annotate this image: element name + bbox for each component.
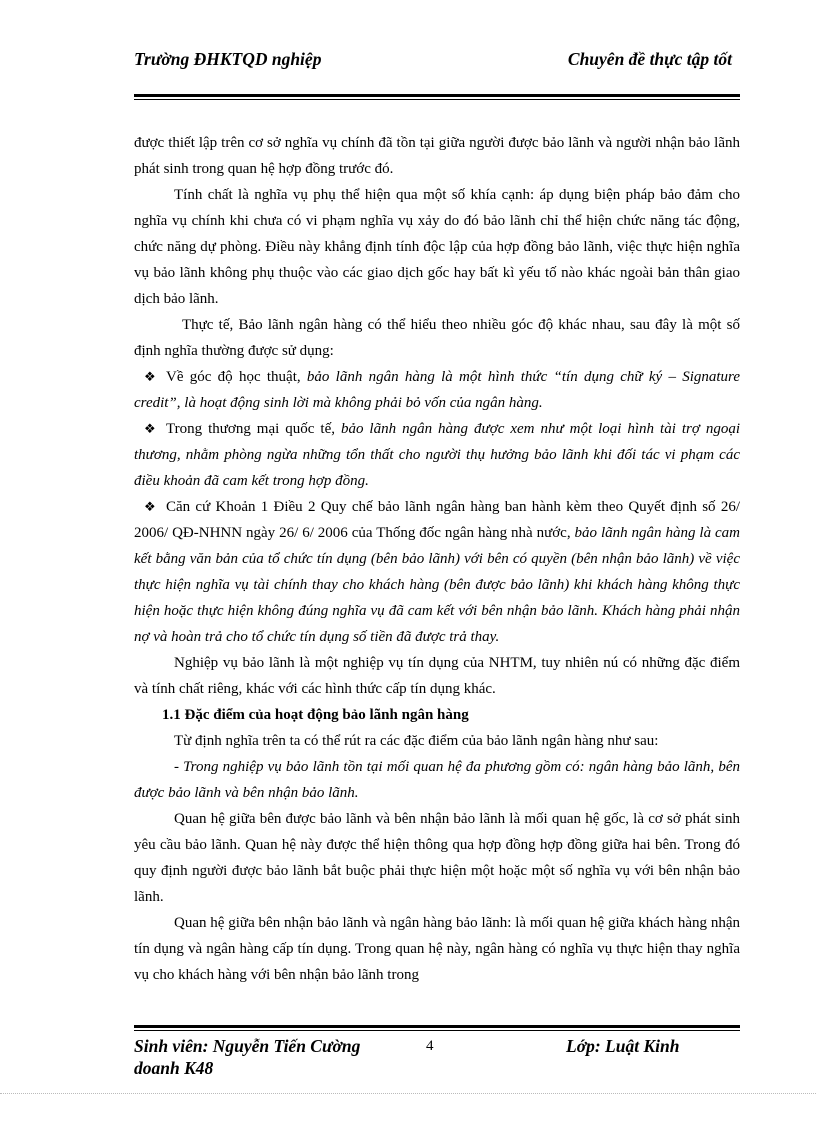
diamond-bullet-icon: ❖ [144,421,156,436]
bullet-1-lead: Về góc độ học thuật, [166,369,307,385]
page-number: 4 [426,1038,434,1054]
page-footer [134,1035,740,1078]
bullet-1 [134,364,740,416]
paragraph-5: Từ định nghĩa trên ta có thể rút ra các đặc điểm của bảo lãnh ngân hàng như sau: [174,733,659,749]
paragraph-3: Thực tế, Bảo lãnh ngân hàng có thể hiểu theo nhiều góc độ khác nhau, sau đây là một số định nghĩa thường được sử dụng: [134,317,740,359]
footer-rule-thick [134,1025,740,1028]
paragraph-4: Nghiệp vụ bảo lãnh là một nghiệp vụ tín dụng của NHTM, tuy nhiên nú có những đặc điểm và tính chất riêng, khác với các hình thức cấp tín dụng khác. [134,655,740,697]
header-right: Chuyên đề thực tập tốt [567,49,732,69]
bullet-3 [134,494,740,650]
footer-left: Sinh viên: Nguyễn Tiến Cường doanh K48 [134,1036,361,1078]
bullet-2 [134,416,740,494]
paragraph-2: Tính chất là nghĩa vụ phụ thể hiện qua một số khía cạnh: áp dụng biện pháp bảo đảm cho nghĩa vụ chính khi chưa có vi phạm nghĩa vụ xảy do đó bảo lãnh chỉ thể hiện chức năng tác động, chức năng dự phòng. Điều này khẳng định tính độc lập của hợp đồng bảo lãnh, việc thực hiện nghĩa vụ bảo lãnh không phụ thuộc vào các giao dịch gốc hay bất kì yếu tố nào khác ngoài bản thân giao dịch bảo lãnh. [134,187,740,307]
section-heading: 1.1 Đặc điểm của hoạt động bảo lãnh ngân hàng [162,707,469,723]
footer-rule-thin [134,1030,740,1031]
bullet-3-lead: Căn cứ Khoản 1 Điều 2 Quy chế bảo lãnh ngân hàng ban hành kèm theo Quyết định số 26/ 2006/ QĐ-NHNN ngày 26/ 6/ 2006 của Thống đốc ngân hàng nhà nước, [134,499,740,541]
diamond-bullet-icon: ❖ [144,369,156,384]
header-rule-thick [134,94,740,97]
page-header [134,48,740,96]
header-left: Trường ĐHKTQD nghiệp [134,49,322,69]
bullet-1-italic: bảo lãnh ngân hàng là một hình thức “tín dụng chữ ký – Signature credit”, là hoạt động sinh lời mà không phải bỏ vốn của ngân hàng. [134,369,740,411]
bullet-3-italic: bảo lãnh ngân hàng là cam kết bằng văn bản của tổ chức tín dụng (bên bảo lãnh) với bên có quyền (bên nhận bảo lãnh) về việc thực hiện nghĩa vụ tài chính thay cho khách hàng (bên được bảo lãnh) khi khách hàng không thực hiện hoặc thực hiện không đúng nghĩa vụ đã cam kết với bên nhận bảo lãnh. Khách hàng phải nhận nợ và hoàn trả cho tổ chức tín dụng số tiền đã được trả thay. [134,525,740,645]
page-boundary-line [0,1093,816,1094]
footer-right: Lớp: Luật Kinh [566,1036,680,1056]
paragraph-8: Quan hệ giữa bên nhận bảo lãnh và ngân hàng bảo lãnh: là mối quan hệ giữa khách hàng nhận tín dụng và ngân hàng cấp tín dụng. Trong quan hệ này, ngân hàng có nghĩa vụ thực hiện thay nghĩa vụ cho khách hàng với bên nhận bảo lãnh trong [134,915,740,983]
paragraph-6: - Trong nghiệp vụ bảo lãnh tồn tại mối quan hệ đa phương gồm có: ngân hàng bảo lãnh, bên được bảo lãnh và bên nhận bảo lãnh. [134,759,740,801]
body-text [134,130,740,988]
diamond-bullet-icon: ❖ [144,499,156,514]
paragraph-7: Quan hệ giữa bên được bảo lãnh và bên nhận bảo lãnh là mối quan hệ gốc, là cơ sở phát sinh yêu cầu bảo lãnh. Quan hệ này được thể hiện thông qua hợp đồng hợp đồng giữa hai bên. Trong đó quy định người được bảo lãnh bắt buộc phải thực hiện một hoặc một số nghĩa vụ với bên nhận bảo lãnh. [134,811,740,905]
header-rule-thin [134,99,740,100]
bullet-2-lead: Trong thương mại quốc tế, [166,421,341,437]
bullet-2-italic: bảo lãnh ngân hàng được xem như một loại hình tài trợ ngoại thương, nhằm phòng ngừa những tổn thất cho người thụ hưởng bảo lãnh khi đối tác vi phạm các điều khoản đã cam kết trong hợp đồng. [134,421,740,489]
paragraph-1: được thiết lập trên cơ sở nghĩa vụ chính đã tồn tại giữa người được bảo lãnh và người nhận bảo lãnh phát sinh trong quan hệ hợp đồng trước đó. [134,135,740,177]
